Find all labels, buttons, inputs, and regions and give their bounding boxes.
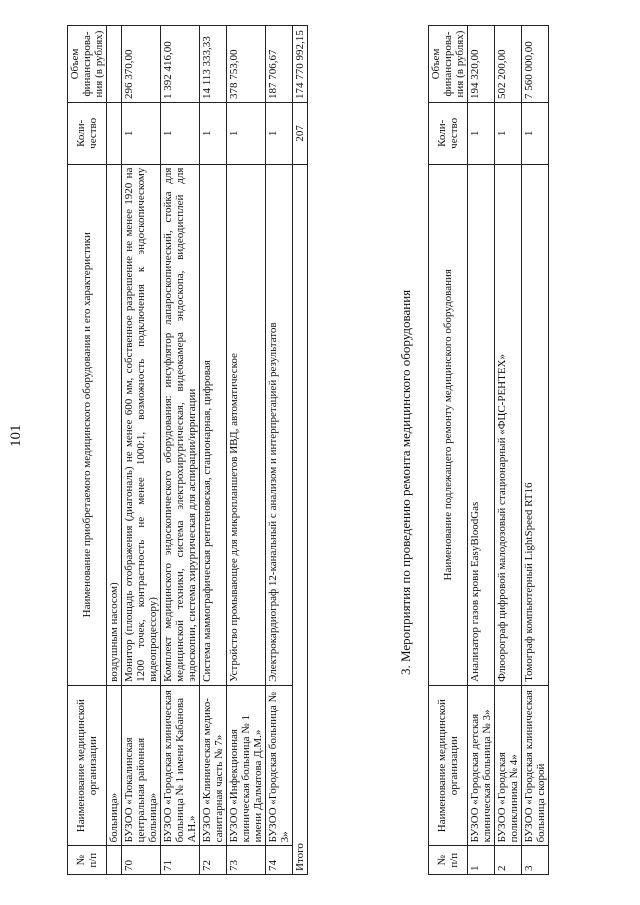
- cell-equipment: Система маммографическая рентгеновская, стационарная, цифровая: [200, 164, 227, 685]
- table-row: [122, 26, 161, 875]
- cell-org: БУЗОО «Клиническая медико-санитарная часть № 7»: [200, 685, 227, 846]
- total-qty: 207: [293, 103, 308, 165]
- cell-equipment: Электрокардиограф 12-канальный с анализом и интерпретацией результатов: [266, 164, 293, 685]
- cell-funding: 502 200,00: [495, 26, 522, 103]
- header-no: № п/п: [429, 846, 468, 875]
- cell-qty: 1: [122, 103, 161, 165]
- cell-org: БУЗОО «Тюкалинская центральная районная больница»: [122, 685, 161, 846]
- cell-qty: 1: [200, 103, 227, 165]
- cell-qty: 1: [227, 103, 266, 165]
- header-equipment: Наименование приобретаемого медицинского оборудования и его характеристики: [68, 164, 107, 685]
- cell-funding: 194 320,00: [468, 26, 495, 103]
- cell-no: 72: [200, 846, 227, 875]
- cell-funding: 187 706,67: [266, 26, 293, 103]
- cell-equipment: Устройство промывающее для микропланшетов ИВД, автоматическое: [227, 164, 266, 685]
- header-org: Наименование медицинской организации: [68, 685, 107, 846]
- cell-org: больница»: [107, 685, 122, 846]
- cell-equipment: воздушным насосом): [107, 164, 122, 685]
- cell-funding: 14 113 333,33: [200, 26, 227, 103]
- header-qty: Коли-чество: [68, 103, 107, 165]
- cell-qty: 1: [468, 103, 495, 165]
- cell-no: 2: [495, 846, 522, 875]
- total-row: [293, 26, 308, 875]
- table-row: [468, 26, 495, 875]
- cell-funding: 378 753,00: [227, 26, 266, 103]
- cell-org: БУЗОО «Городская клиническая больница скорой: [522, 685, 549, 846]
- header-funding: Объем финансирова-ния (в рублях): [68, 26, 107, 103]
- total-funding: 174 770 992,15: [293, 26, 308, 103]
- table-row: [107, 26, 122, 875]
- cell-no: 71: [161, 846, 200, 875]
- cell-equipment: Томограф компьютерный LightSpeed RT16: [522, 164, 549, 685]
- cell-funding: 1 392 416,00: [161, 26, 200, 103]
- cell-org: БУЗОО «Городская поликлиника № 4»: [495, 685, 522, 846]
- table-row: [227, 26, 266, 875]
- header-qty: Коли-чество: [429, 103, 468, 165]
- cell-org: БУЗОО «Городская больница № 3»: [266, 685, 293, 846]
- cell-no: 1: [468, 846, 495, 875]
- cell-org: БУЗОО «Городская детская клиническая больница № 3»: [468, 685, 495, 846]
- page-number: 101: [8, 424, 24, 447]
- equipment-purchase-table: [67, 25, 308, 875]
- equipment-repair-table: [428, 25, 549, 875]
- table-row: [200, 26, 227, 875]
- header-org: Наименование медицинской организации: [429, 685, 468, 846]
- cell-equipment: Анализатор газов крови EasyBloodGas: [468, 164, 495, 685]
- header-equipment: Наименование подлежащего ремонту медицинского оборудования: [429, 164, 468, 685]
- cell-org: БУЗОО «Инфекционная клиническая больница № 1 имени Далматова Д.М.»: [227, 685, 266, 846]
- table-row: [495, 26, 522, 875]
- cell-qty: 1: [522, 103, 549, 165]
- table-row: [522, 26, 549, 875]
- cell-no: 73: [227, 846, 266, 875]
- cell-equipment: Монитор (площадь отображения (диагональ) не менее 600 мм, собственное разрешение не менее 1920 на 1200 точек, контрастность не менее 1000:1, возможность подключения к эндоскопическому видеопроцессору): [122, 164, 161, 685]
- cell-no: 74: [266, 846, 293, 875]
- cell-qty: 1: [495, 103, 522, 165]
- table-row: [161, 26, 200, 875]
- table-row: [266, 26, 293, 875]
- table-header-row: [429, 26, 468, 875]
- section-title: 3. Мероприятия по проведению ремонта медицинского оборудования: [398, 289, 413, 675]
- cell-equipment: Флюорограф цифровой малодозовый стационарный «ФЦС-РЕНТЕХ»: [495, 164, 522, 685]
- cell-no: 3: [522, 846, 549, 875]
- cell-equipment: Комплект медицинского эндоскопического оборудования: инсуфлятор лапароскопический, стойка для медицинской техники, система электрохирургическая, видеокамера эндоскопа, видеодисплей для эндоскопии, система хирургическая для аспирации/ирригации: [161, 164, 200, 685]
- total-label: Итого: [293, 164, 308, 874]
- cell-no: 70: [122, 846, 161, 875]
- cell-qty: 1: [161, 103, 200, 165]
- cell-funding: 296 370,00: [122, 26, 161, 103]
- header-no: № п/п: [68, 846, 107, 875]
- cell-qty: 1: [266, 103, 293, 165]
- header-funding: Объем финансирова-ния (в рублях): [429, 26, 468, 103]
- cell-funding: 7 560 000,00: [522, 26, 549, 103]
- table-header-row: [68, 26, 107, 875]
- cell-org: БУЗОО «Городская клиническая больница № 1 имени Кабанова А.Н.»: [161, 685, 200, 846]
